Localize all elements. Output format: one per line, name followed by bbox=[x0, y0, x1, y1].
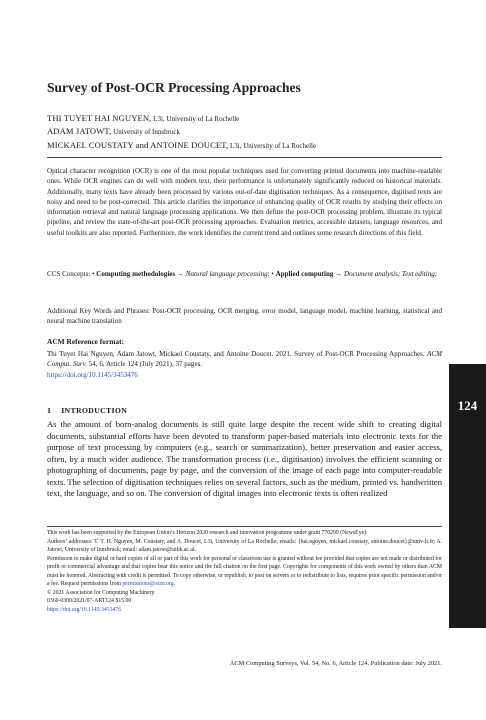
ccs-concept-1: Computing methodologies bbox=[96, 270, 176, 278]
ccs-concept-2: Applied computing bbox=[275, 270, 334, 278]
footnote-doi-link[interactable]: https://doi.org/10.1145/3453476 bbox=[47, 606, 122, 613]
author-affiliation: L3i, University of La Rochelle bbox=[151, 115, 240, 123]
author-line bbox=[47, 139, 447, 152]
section-title: INTRODUCTION bbox=[61, 406, 128, 415]
section-number: 1 bbox=[47, 406, 52, 415]
ccs-subconcept-2: Document analysis; Text editing; bbox=[344, 270, 438, 278]
ccs-concepts bbox=[47, 269, 442, 279]
permission-notice: Permission to make digital or hard copies of all or part of this work for personal or classroom use is granted without fee provided that copies are not made or distributed for profit or commercial advantage and that copies bear this notice and the full citation on the first page. Copyrights for components of this work owned by others than ACM must be honored. Abstracting with credit is permitted. To copy otherwise, or republish, to post on servers or to redistribute to lists, requires prior specific permission and/or a fee. Request permissions from permissions@acm.org. bbox=[47, 555, 442, 588]
reference-journal: ACM Comput. Surv. bbox=[47, 350, 442, 369]
author-list bbox=[47, 112, 447, 152]
ccs-subconcept-1: Natural language processing bbox=[185, 270, 268, 278]
copyright-note: © 2021 Association for Computing Machinery. bbox=[47, 589, 156, 596]
author-affiliation: University of Innsbruck bbox=[111, 128, 181, 137]
permissions-email-link[interactable]: permissions@acm.org bbox=[122, 581, 174, 588]
author-affiliation: L3i, University of La Rochelle bbox=[228, 141, 317, 150]
author-name: MICKAEL COUSTATY and ANTOINE DOUCET, bbox=[47, 139, 229, 150]
issn-note: 0360-0300/2021/07-ART124 $15.00 bbox=[47, 598, 132, 605]
paper-title: Survey of Post-OCR Processing Approaches bbox=[47, 80, 301, 95]
reference-doi-link[interactable]: https://doi.org/10.1145/3453476 bbox=[47, 370, 138, 379]
footnotes bbox=[47, 529, 442, 614]
footnote-divider bbox=[47, 526, 442, 527]
running-footer: ACM Computing Surveys, Vol. 54, No. 6, Article 124. Publication date: July 2021. bbox=[229, 660, 442, 667]
intro-paragraph: As the amount of born-analog documents is still quite large despite the recent wide shift to creating digital documents, substantial efforts have been devoted to transform paper-based materials into electronic texts for the purpose of text processing by computers (e.g., search or summarization), better preservation and easier access, often, by a much wider audience. The transformation process (i.e., digitisation) involves the efficient scanning or photographing of documents, page by page, and the conversion of the image of each page into computer-readable texts. The selection of digitisation techniques relies on several factors, such as the medium, printed vs. handwritten text, the language, and so on. The conversion of digital images into electronic texts is often realized bbox=[47, 419, 442, 499]
reference-heading: ACM Reference format: bbox=[47, 337, 125, 346]
ccs-label: CCS Concepts: • bbox=[47, 270, 97, 278]
reference-details: 54, 6, Article 124 (July 2021), 37 pages. bbox=[87, 360, 203, 369]
abstract: Optical character recognition (OCR) is one of the most popular techniques used for converting printed documents into machine-readable ones. While OCR engines can do well with modern text, their performance is unfortunately significantly reduced on historical materials. Additionally, many texts have already been processed by various out-of-date digitisation techniques. As a consequence, digitised texts are noisy and need to be post-corrected. This article clarifies the importance of enhancing quality of OCR results by studying their effects on information retrieval and natural language processing applications. We then define the post-OCR processing problem, illustrate its typical pipeline, and review the state-of-the-art post-OCR processing approaches. Evaluation metrics, accessible datasets, language resources, and useful toolkits are also reported. Furthermore, the work identifies the current trend and outlines some research directions of this field. bbox=[47, 167, 442, 237]
keywords: Additional Key Words and Phrases: Post-OCR processing, OCR merging, error model, language model, machine learning, statistical and neural machine translation bbox=[47, 307, 442, 326]
funding-note: This work has been supported by the European Union’s Horizon 2020 research and innovation programme under grant 770299 (NewsEye). bbox=[47, 530, 368, 536]
reference-format bbox=[47, 349, 442, 380]
author-line bbox=[47, 125, 447, 138]
ccs-separator: ; • bbox=[267, 270, 276, 278]
section-heading bbox=[47, 406, 127, 415]
author-name: THI TUYET HAI NGUYEN, bbox=[47, 113, 152, 123]
author-addresses: Authors’ addresses: T. T. H. Nguyen, M. Coustaty, and A. Doucet, L3i, University of La Rochelle; emails: {hai.nguyen, mickael.coustaty, antoine.doucet}@univ-lr.fr; A. Jatowt, University of Innsbruck; email: adam.jatowt@uibk.ac.at. bbox=[47, 538, 442, 554]
author-line bbox=[47, 112, 447, 125]
reference-text: Thi Tuyet Hai Nguyen, Adam Jatowt, Mickael Coustaty, and Antoine Doucet. 2021. Survey of Post-OCR Processing Approaches. bbox=[47, 350, 428, 358]
article-number-tab bbox=[449, 364, 486, 628]
ccs-arrow: → bbox=[333, 270, 344, 278]
title-divider bbox=[47, 157, 442, 158]
article-number: 124 bbox=[457, 398, 478, 413]
author-name: ADAM JATOWT, bbox=[47, 126, 112, 137]
ccs-arrow: → bbox=[175, 270, 186, 278]
